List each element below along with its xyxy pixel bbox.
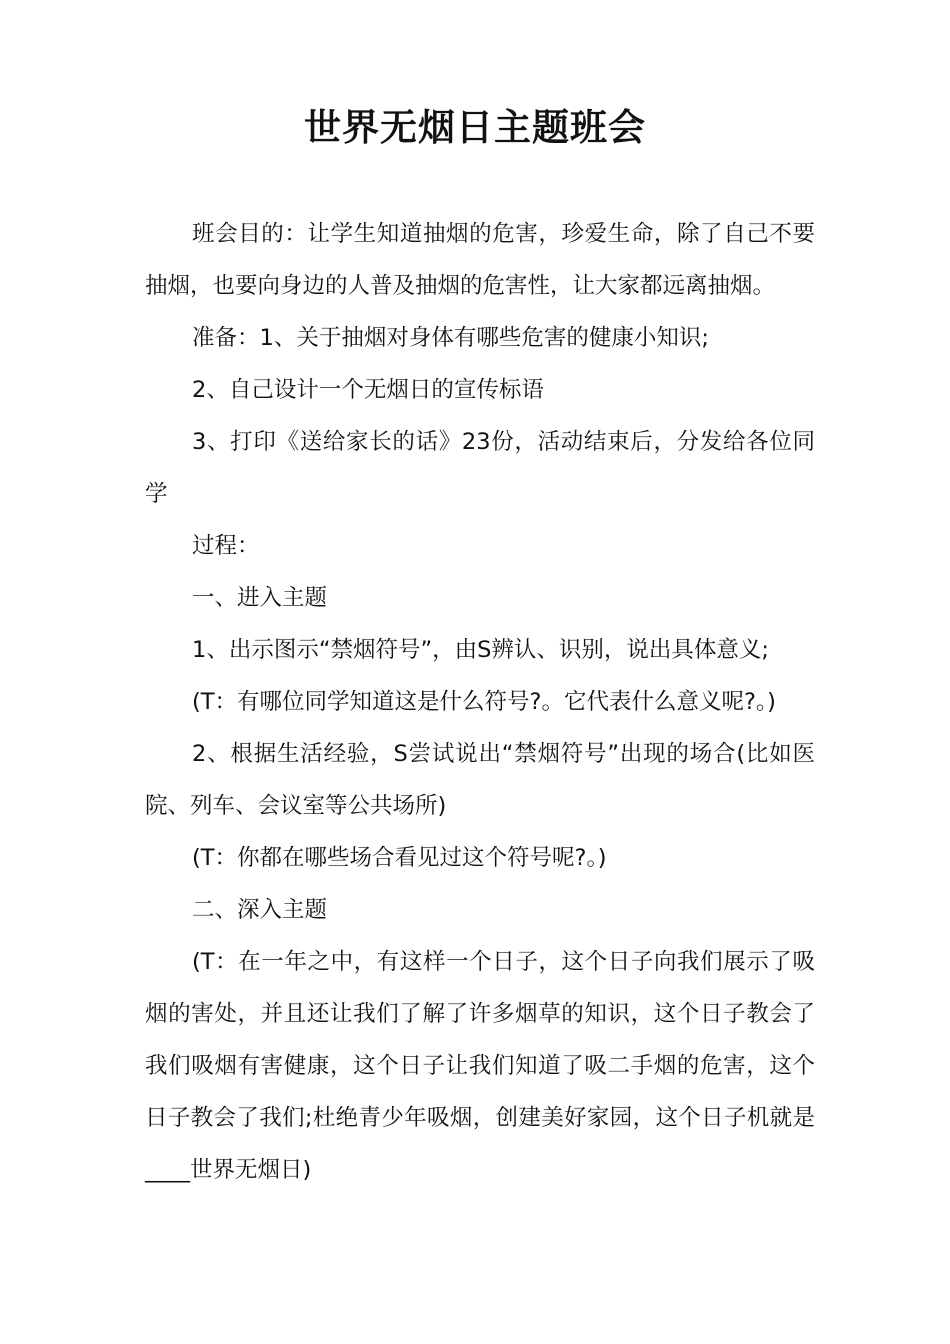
section-heading-deepen-topic: 二、深入主题 [192,897,328,923]
paragraph-step-1: 1、出示图示“禁烟符号”，由S辨认、识别，说出具体意义; [192,637,769,663]
paragraph-preparation-1: 准备：1、关于抽烟对身体有哪些危害的健康小知识; [192,325,709,351]
paragraph-preparation-3: 3、打印《送给家长的话》23份，活动结束后，分发给各位同学 [145,429,815,507]
paragraph-teacher-question-2: (T：你都在哪些场合看见过这个符号呢?。) [192,845,607,871]
paragraph-preparation-2: 2、自己设计一个无烟日的宣传标语 [192,377,544,403]
document-body [145,208,815,1196]
paragraph-purpose: 班会目的：让学生知道抽烟的危害，珍爱生命，除了自己不要抽烟，也要向身边的人普及抽烟的危害性，让大家都远离抽烟。 [145,221,815,299]
document-title: 世界无烟日主题班会 [304,106,646,149]
paragraph-process-heading: 过程： [192,533,260,559]
paragraph-teacher-question-1: (T：有哪位同学知道这是什么符号?。它代表什么意义呢?。) [192,689,776,715]
paragraph-teacher-intro: (T：在一年之中，有这样一个日子，这个日子向我们展示了吸烟的害处，并且还让我们了解了许多烟草的知识，这个日子教会了我们吸烟有害健康，这个日子让我们知道了吸二手烟的危害，这个日子教会了我们;杜绝青少年吸烟，创建美好家园，这个日子机就是____世界无烟日) [145,949,815,1183]
section-heading-enter-topic: 一、进入主题 [192,585,328,611]
paragraph-step-2: 2、根据生活经验，S尝试说出“禁烟符号”出现的场合(比如医院、列车、会议室等公共场所) [145,741,815,819]
